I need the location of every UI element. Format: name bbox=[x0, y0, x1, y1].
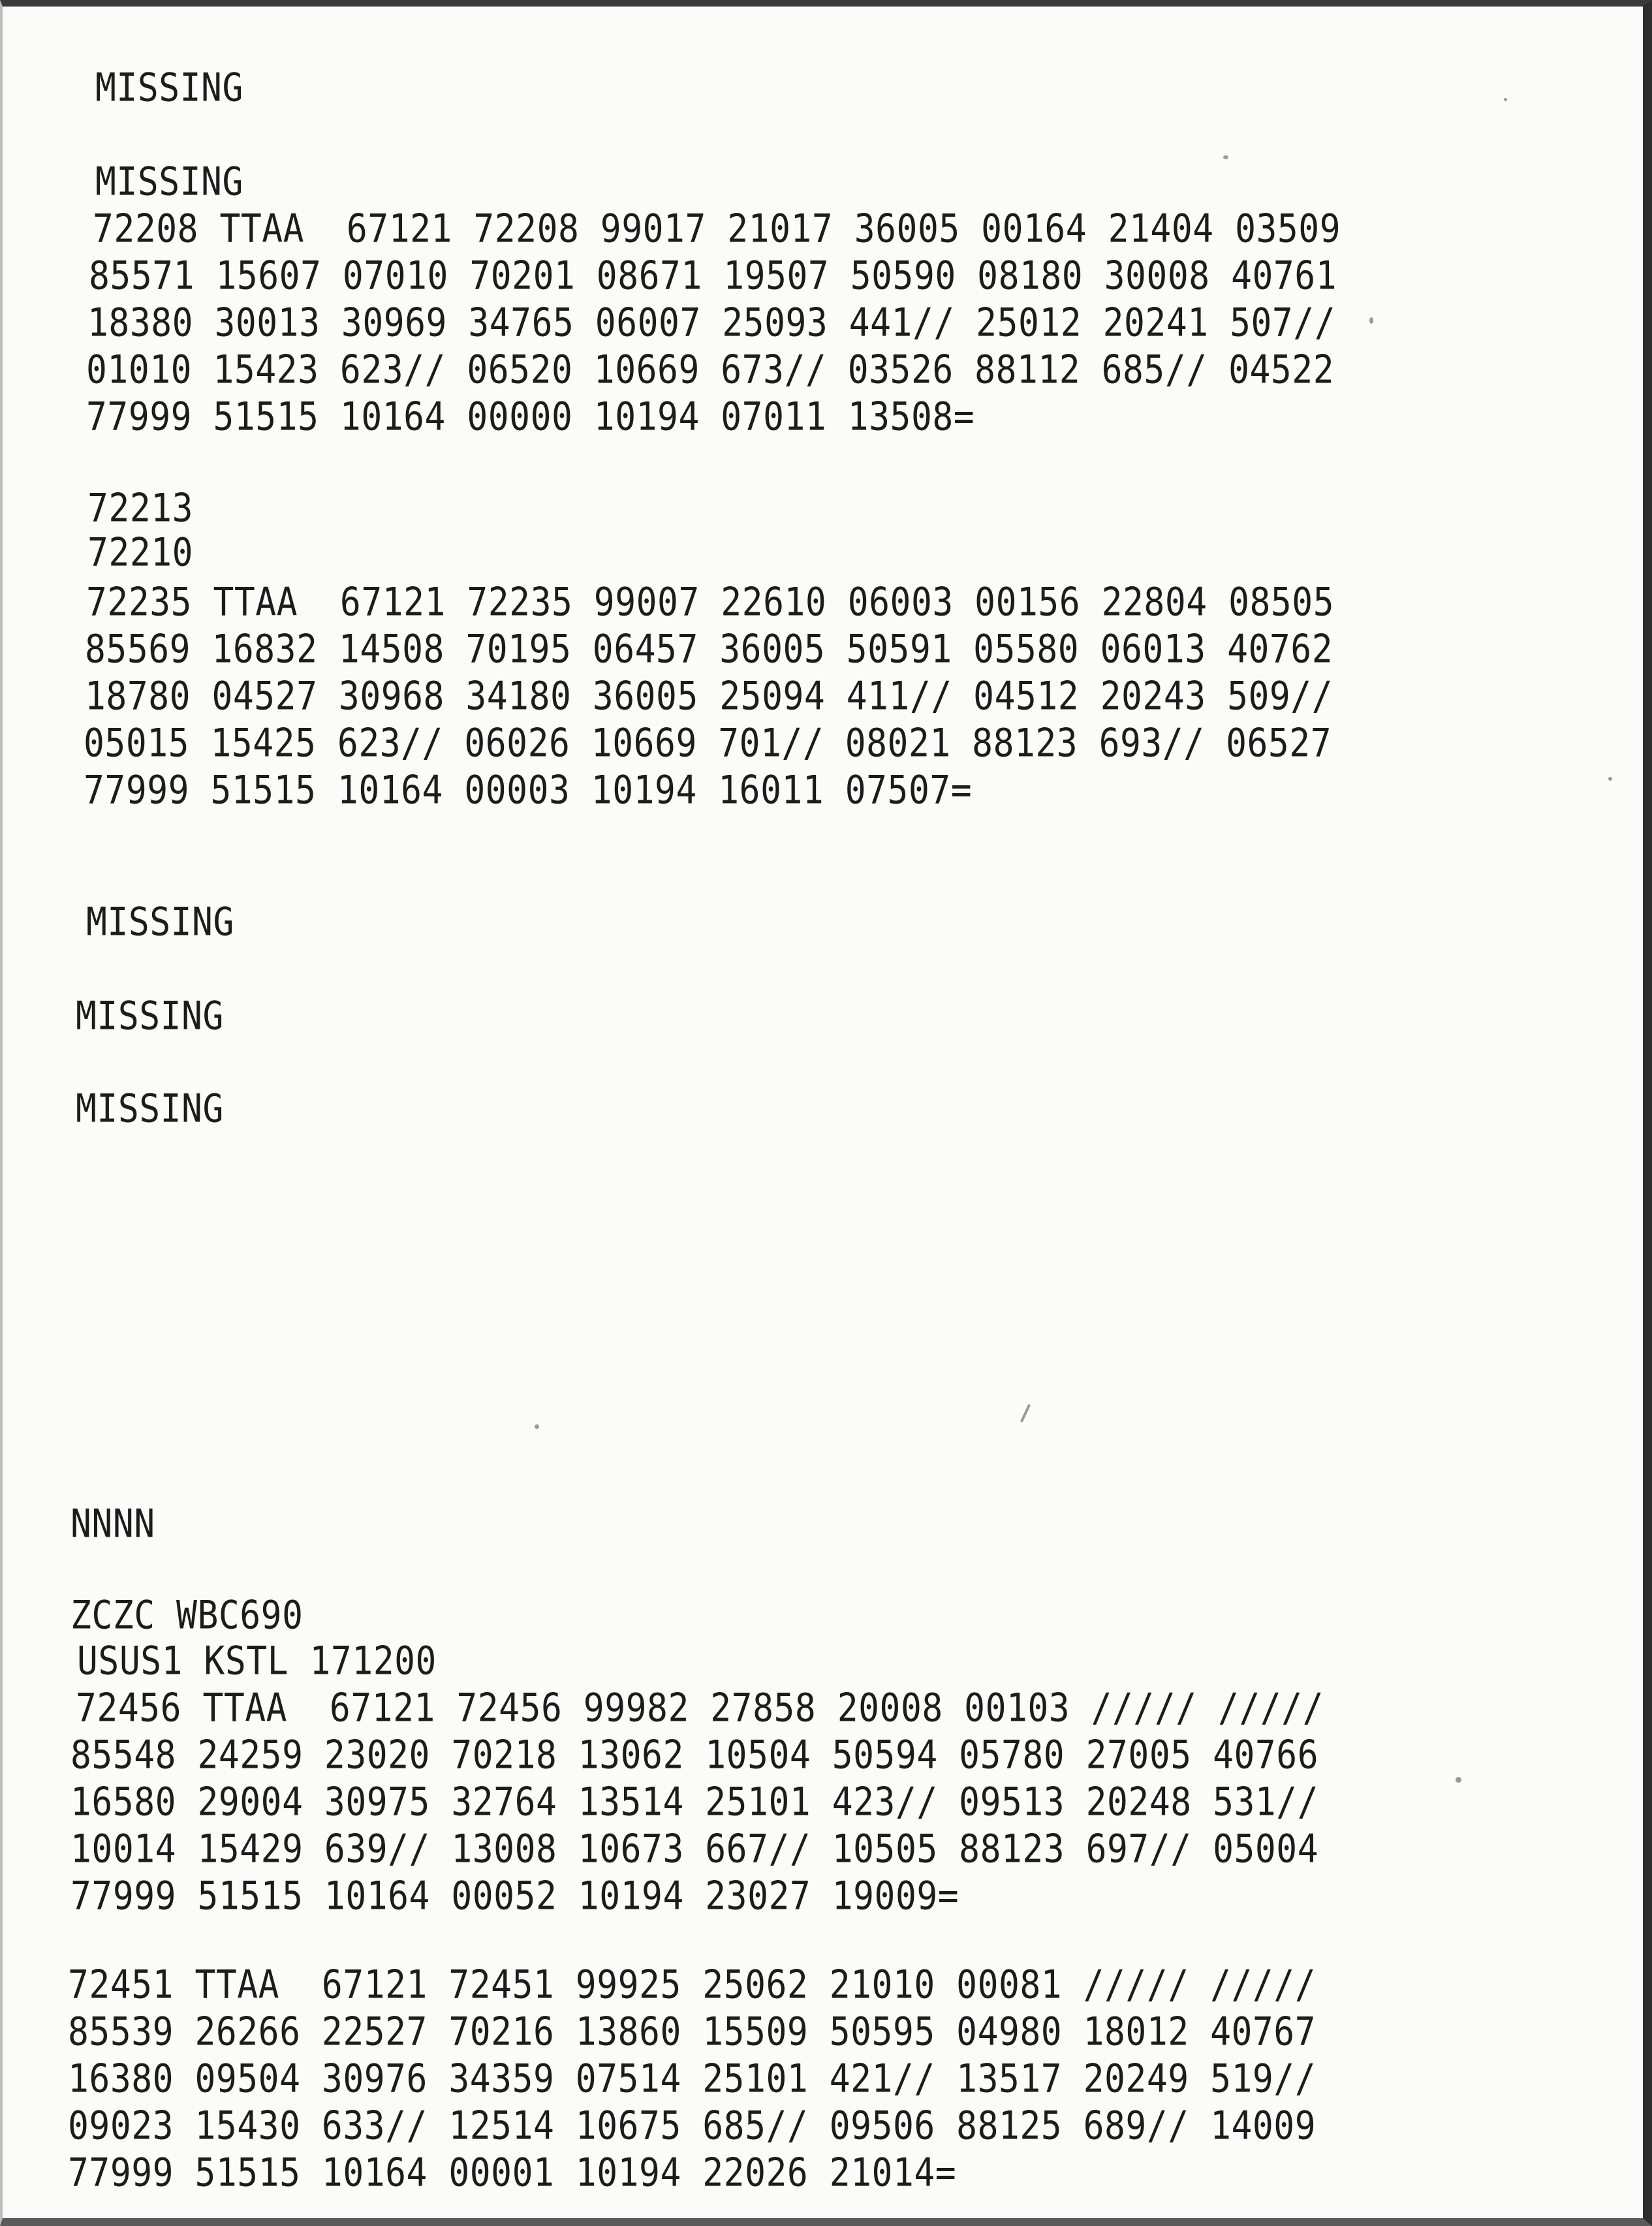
sounding-line: 72456 TTAA 67121 72456 99982 27858 20008 00103 ///// ///// bbox=[76, 1685, 1324, 1731]
bulletin-header: ZCZC WBC690 bbox=[70, 1593, 304, 1638]
sounding-line: 85548 24259 23020 70218 13062 10504 50594 05780 27005 40766 bbox=[70, 1732, 1319, 1778]
station-id: 72213 bbox=[87, 486, 194, 531]
sounding-line: 01010 15423 623// 06520 10669 673// 03526 88112 685// 04522 bbox=[86, 347, 1335, 393]
paper-speck bbox=[1223, 155, 1228, 159]
missing-label: MISSING bbox=[76, 994, 224, 1039]
missing-label: MISSING bbox=[86, 900, 234, 945]
sounding-line: 77999 51515 10164 00000 10194 07011 13508= bbox=[86, 394, 975, 440]
paper-speck bbox=[1369, 317, 1373, 324]
sounding-line: 72451 TTAA 67121 72451 99925 25062 21010 00081 ///// ///// bbox=[68, 1962, 1317, 2008]
sounding-line: 16580 29004 30975 32764 13514 25101 423// 09513 20248 531// bbox=[70, 1779, 1319, 1825]
missing-label: MISSING bbox=[76, 1086, 224, 1132]
sounding-line: 72235 TTAA 67121 72235 99007 22610 06003 00156 22804 08505 bbox=[86, 580, 1335, 625]
paper-speck bbox=[1608, 777, 1612, 781]
sounding-line: 77999 51515 10164 00001 10194 22026 21014= bbox=[68, 2150, 957, 2196]
sounding-line: 05015 15425 623// 06026 10669 701// 08021 88123 693// 06527 bbox=[84, 721, 1332, 766]
sounding-line: 85571 15607 07010 70201 08671 19507 50590 08180 30008 40761 bbox=[89, 253, 1337, 299]
station-id: 72210 bbox=[87, 530, 194, 576]
paper-speck bbox=[1456, 1777, 1461, 1783]
sounding-line: 16380 09504 30976 34359 07514 25101 421// 13517 20249 519// bbox=[68, 2056, 1317, 2102]
sounding-line: 09023 15430 633// 12514 10675 685// 09506 88125 689// 14009 bbox=[68, 2103, 1317, 2149]
paper-speck bbox=[1504, 98, 1507, 101]
sounding-line: 18380 30013 30969 34765 06007 25093 441// 25012 20241 507// bbox=[87, 300, 1336, 346]
sounding-line: 77999 51515 10164 00003 10194 16011 07507= bbox=[84, 768, 973, 813]
sounding-line: 18780 04527 30968 34180 36005 25094 411// 04512 20243 509// bbox=[85, 674, 1333, 719]
station-missing-header: MISSING bbox=[95, 159, 243, 205]
sounding-line: 10014 15429 639// 13008 10673 667// 10505 88123 697// 05004 bbox=[70, 1826, 1319, 1872]
paper-speck bbox=[1020, 1404, 1031, 1423]
paper-speck bbox=[535, 1424, 539, 1429]
end-of-message-marker: NNNN bbox=[70, 1501, 155, 1547]
sounding-line: 77999 51515 10164 00052 10194 23027 19009= bbox=[70, 1873, 959, 1919]
sounding-line: 72208 TTAA 67121 72208 99017 21017 36005 00164 21404 03509 bbox=[93, 206, 1341, 252]
sounding-line: 85539 26266 22527 70216 13860 15509 50595 04980 18012 40767 bbox=[68, 2009, 1317, 2055]
bulletin-id: USUS1 KSTL 171200 bbox=[77, 1638, 437, 1684]
sounding-line: 85569 16832 14508 70195 06457 36005 50591 05580 06013 40762 bbox=[85, 627, 1333, 672]
missing-label: MISSING bbox=[95, 65, 243, 111]
